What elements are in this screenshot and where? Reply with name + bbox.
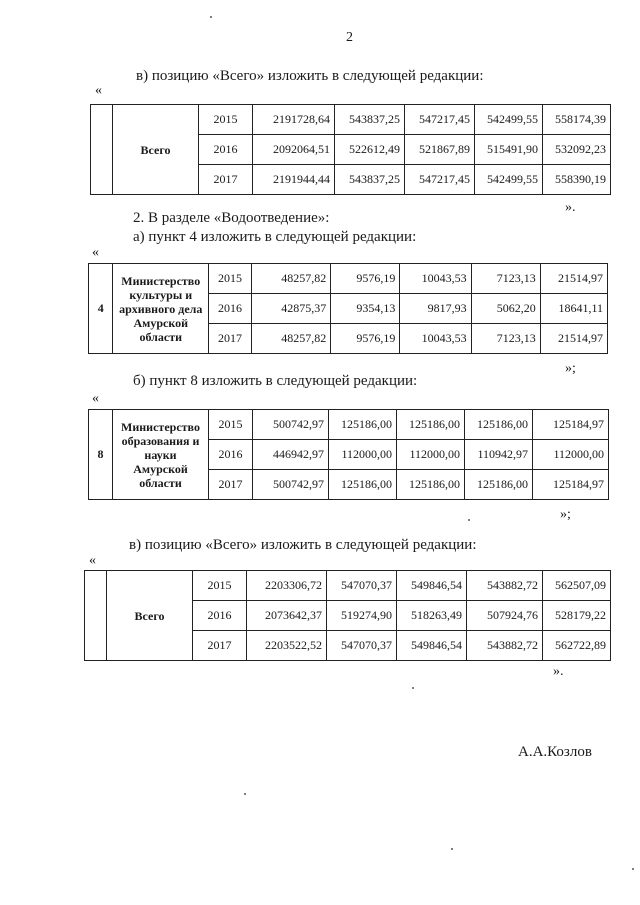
section1-heading: в) позицию «Всего» изложить в следующей редакции: xyxy=(136,68,484,84)
scan-speck xyxy=(468,519,470,521)
section2a-table xyxy=(88,263,608,354)
section2a-heading: а) пункт 4 изложить в следующей редакции: xyxy=(133,229,417,245)
year-cell: 2017 xyxy=(209,470,253,500)
value-cell: 10043,53 xyxy=(400,264,471,294)
value-cell: 543837,25 xyxy=(335,105,405,135)
section1-close-quote: ». xyxy=(565,200,576,215)
year-cell: 2016 xyxy=(209,294,252,324)
row-name-cell: Всего xyxy=(107,571,193,661)
table-row xyxy=(89,264,608,294)
value-cell: 9576,19 xyxy=(331,264,400,294)
value-cell: 48257,82 xyxy=(251,324,330,354)
value-cell: 562507,09 xyxy=(543,571,611,601)
value-cell: 543882,72 xyxy=(467,571,543,601)
value-cell: 547070,37 xyxy=(327,571,397,601)
year-cell: 2015 xyxy=(209,410,253,440)
value-cell: 21514,97 xyxy=(540,264,607,294)
value-cell: 500742,97 xyxy=(253,410,329,440)
scan-speck xyxy=(244,793,246,795)
value-cell: 519274,90 xyxy=(327,601,397,631)
value-cell: 125186,00 xyxy=(329,410,397,440)
value-cell: 9576,19 xyxy=(331,324,400,354)
value-cell: 515491,90 xyxy=(475,135,543,165)
value-cell: 10043,53 xyxy=(400,324,471,354)
value-cell: 2203522,52 xyxy=(247,631,327,661)
section1-table xyxy=(90,104,611,195)
signature: А.А.Козлов xyxy=(518,744,592,760)
year-cell: 2016 xyxy=(193,601,247,631)
section1-open-quote: « xyxy=(95,83,102,98)
value-cell: 42875,37 xyxy=(251,294,330,324)
scan-speck xyxy=(412,687,414,689)
section2b-heading: б) пункт 8 изложить в следующей редакции: xyxy=(133,373,418,389)
value-cell: 542499,55 xyxy=(475,165,543,195)
row-number-cell: 8 xyxy=(89,410,113,500)
value-cell: 112000,00 xyxy=(533,440,609,470)
row-number-cell xyxy=(91,105,113,195)
value-cell: 528179,22 xyxy=(543,601,611,631)
year-cell: 2017 xyxy=(193,631,247,661)
value-cell: 522612,49 xyxy=(335,135,405,165)
value-cell: 2191944,44 xyxy=(253,165,335,195)
page-number: 2 xyxy=(346,30,353,45)
value-cell: 507924,76 xyxy=(467,601,543,631)
value-cell: 5062,20 xyxy=(471,294,540,324)
value-cell: 2092064,51 xyxy=(253,135,335,165)
value-cell: 547217,45 xyxy=(405,105,475,135)
year-cell: 2015 xyxy=(199,105,253,135)
section2c-heading: в) позицию «Всего» изложить в следующей редакции: xyxy=(129,537,477,553)
table-row xyxy=(91,105,611,135)
value-cell: 558174,39 xyxy=(543,105,611,135)
value-cell: 125186,00 xyxy=(397,410,465,440)
value-cell: 125186,00 xyxy=(329,470,397,500)
value-cell: 112000,00 xyxy=(329,440,397,470)
value-cell: 558390,19 xyxy=(543,165,611,195)
section2c-table xyxy=(84,570,611,661)
value-cell: 521867,89 xyxy=(405,135,475,165)
value-cell: 7123,13 xyxy=(471,264,540,294)
value-cell: 500742,97 xyxy=(253,470,329,500)
value-cell: 549846,54 xyxy=(397,631,467,661)
row-number-cell: 4 xyxy=(89,264,113,354)
value-cell: 2191728,64 xyxy=(253,105,335,135)
value-cell: 543882,72 xyxy=(467,631,543,661)
section2b-table xyxy=(88,409,609,500)
value-cell: 7123,13 xyxy=(471,324,540,354)
scan-speck xyxy=(632,868,634,870)
value-cell: 547217,45 xyxy=(405,165,475,195)
value-cell: 125186,00 xyxy=(465,470,533,500)
section2-title: 2. В разделе «Водоотведение»: xyxy=(133,210,330,226)
year-cell: 2016 xyxy=(199,135,253,165)
value-cell: 562722,89 xyxy=(543,631,611,661)
value-cell: 518263,49 xyxy=(397,601,467,631)
value-cell: 18641,11 xyxy=(540,294,607,324)
value-cell: 446942,97 xyxy=(253,440,329,470)
row-name-cell: Всего xyxy=(113,105,199,195)
value-cell: 125186,00 xyxy=(465,410,533,440)
table-row xyxy=(89,410,609,440)
value-cell: 125184,97 xyxy=(533,470,609,500)
section2a-close-quote: »; xyxy=(565,361,576,376)
scan-speck xyxy=(451,848,453,850)
value-cell: 125184,97 xyxy=(533,410,609,440)
year-cell: 2016 xyxy=(209,440,253,470)
value-cell: 2203306,72 xyxy=(247,571,327,601)
section2b-close-quote: »; xyxy=(560,507,571,522)
value-cell: 549846,54 xyxy=(397,571,467,601)
year-cell: 2015 xyxy=(193,571,247,601)
value-cell: 48257,82 xyxy=(251,264,330,294)
scan-speck xyxy=(210,16,212,18)
value-cell: 547070,37 xyxy=(327,631,397,661)
section2c-close-quote: ». xyxy=(553,664,564,679)
year-cell: 2017 xyxy=(199,165,253,195)
row-name-cell: Министерство образования и науки Амурской области xyxy=(113,410,209,500)
value-cell: 110942,97 xyxy=(465,440,533,470)
year-cell: 2015 xyxy=(209,264,252,294)
value-cell: 9817,93 xyxy=(400,294,471,324)
section2b-open-quote: « xyxy=(92,391,99,406)
value-cell: 2073642,37 xyxy=(247,601,327,631)
value-cell: 543837,25 xyxy=(335,165,405,195)
value-cell: 125186,00 xyxy=(397,470,465,500)
value-cell: 532092,23 xyxy=(543,135,611,165)
value-cell: 542499,55 xyxy=(475,105,543,135)
year-cell: 2017 xyxy=(209,324,252,354)
row-name-cell: Министерство культуры и архивного дела Амурской области xyxy=(113,264,209,354)
table-row xyxy=(85,571,611,601)
row-number-cell xyxy=(85,571,107,661)
value-cell: 21514,97 xyxy=(540,324,607,354)
value-cell: 9354,13 xyxy=(331,294,400,324)
section2c-open-quote: « xyxy=(89,553,96,568)
section2a-open-quote: « xyxy=(92,245,99,260)
value-cell: 112000,00 xyxy=(397,440,465,470)
